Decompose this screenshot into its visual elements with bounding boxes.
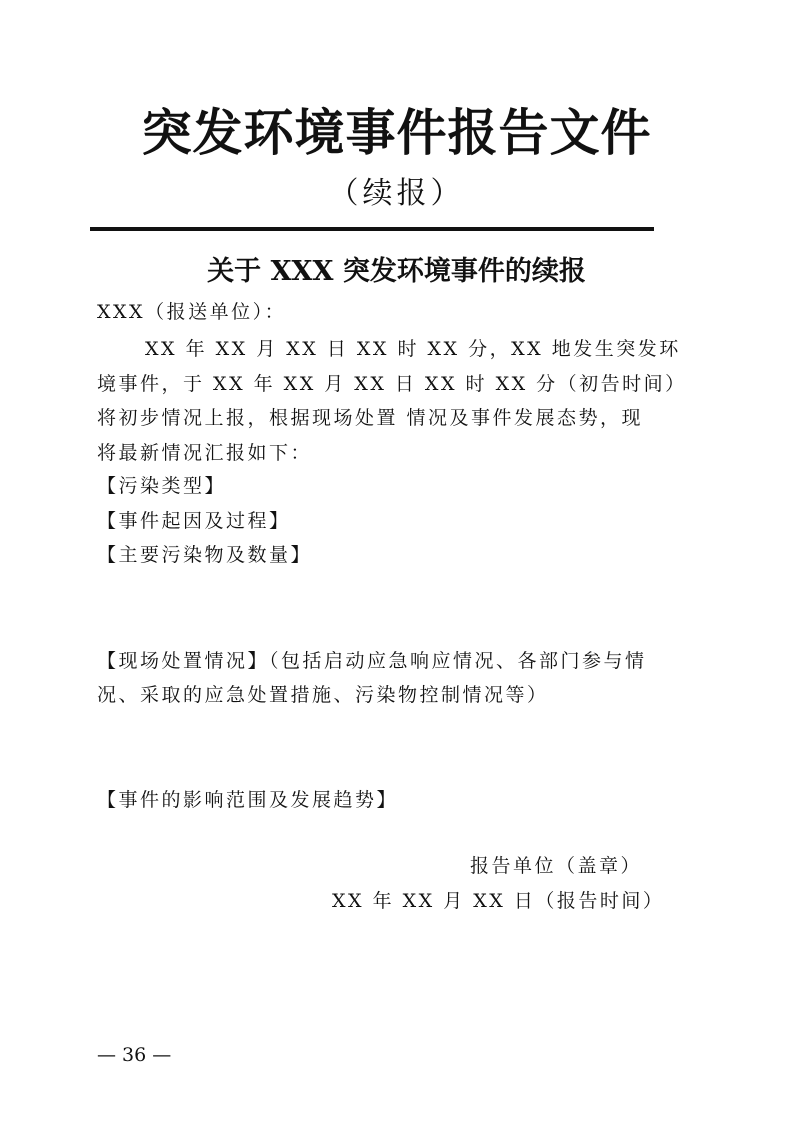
document-subtitle: （续报） bbox=[328, 176, 465, 211]
document-title: 突发环境事件报告文件 bbox=[141, 103, 652, 162]
body-line-2: 境事件，于 XX 年 XX 月 XX 日 XX 时 XX 分（初告时间） bbox=[97, 373, 687, 395]
page-number: — 36 — bbox=[97, 1044, 172, 1066]
report-heading: 关于 XXX 突发环境事件的续报 bbox=[207, 256, 586, 287]
section-onsite-handling-line-1: 【现场处置情况】（包括启动应急响应情况、各部门参与情 bbox=[97, 650, 647, 672]
body-line-3: 将初步情况上报，根据现场处置 情况及事件发展态势，现 bbox=[97, 407, 644, 429]
body-line-1: XX 年 XX 月 XX 日 XX 时 XX 分，XX 地发生突发环 bbox=[145, 338, 681, 360]
title-divider bbox=[90, 227, 654, 231]
recipient-line: XXX（报送单位）： bbox=[97, 301, 287, 323]
body-line-4: 将最新情况汇报如下： bbox=[97, 442, 313, 464]
signature-unit: 报告单位（盖章） bbox=[470, 855, 643, 877]
section-cause-process: 【事件起因及过程】 bbox=[97, 510, 291, 532]
section-onsite-handling-line-2: 况、采取的应急处置措施、污染物控制情况等） bbox=[97, 684, 549, 706]
signature-date: XX 年 XX 月 XX 日（报告时间） bbox=[332, 890, 665, 912]
section-main-pollutants: 【主要污染物及数量】 bbox=[97, 544, 313, 566]
section-pollution-type: 【污染类型】 bbox=[97, 475, 227, 497]
section-impact-trend: 【事件的影响范围及发展趋势】 bbox=[97, 789, 399, 811]
